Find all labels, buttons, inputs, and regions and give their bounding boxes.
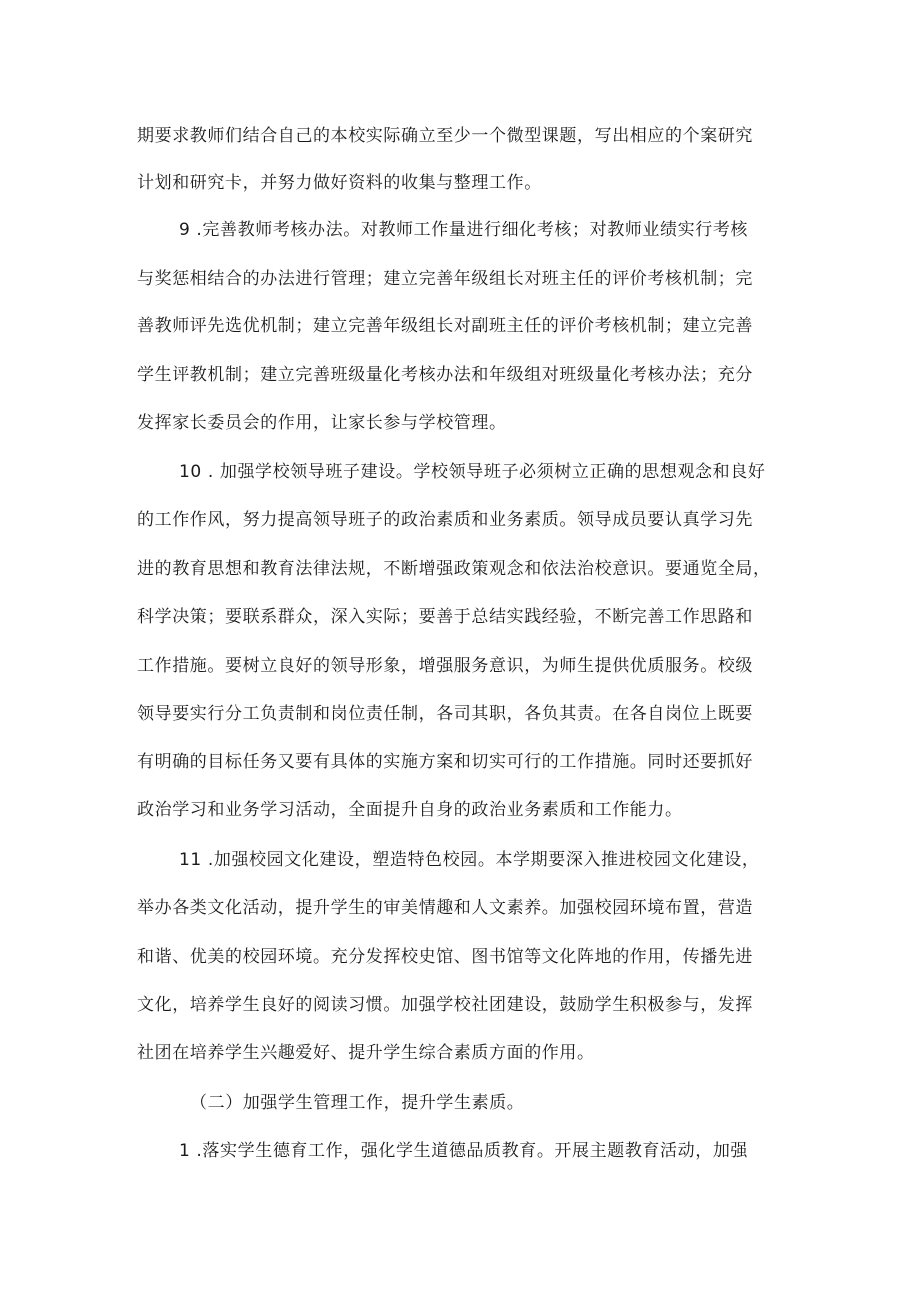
text-line: 社团在培养学生兴趣爱好、提升学生综合素质方面的作用。 [137,1043,595,1063]
text-line: 文化，培养学生良好的阅读习惯。加强学校社团建设，鼓励学生积极参与，发挥 [137,995,753,1015]
text-line: 学生评教机制；建立完善班级量化考核办法和年级组对班级量化考核办法；充分 [137,365,753,385]
text-line: 善教师评先选优机制；建立完善年级组长对副班主任的评价考核机制；建立完善 [137,316,753,336]
text-line: 进的教育思想和教育法律法规，不断增强政策观念和依法治校意识。要通览全局， [137,559,771,579]
text-line: 发挥家长委员会的作用，让家长参与学校管理。 [137,413,507,433]
text-line: 科学决策；要联系群众，深入实际；要善于总结实践经验，不断完善工作思路和 [137,607,753,627]
text-line: 期要求教师们结合自己的本校实际确立至少一个微型课题，写出相应的个案研究 [137,126,753,146]
text-line: 与奖惩相结合的办法进行管理；建立完善年级组长对班主任的评价考核机制；完 [137,269,753,289]
text-line: 领导要实行分工负责制和岗位责任制，各司其职，各负其责。在各自岗位上既要 [137,704,753,724]
text-line: 和谐、优美的校园环境。充分发挥校史馆、图书馆等文化阵地的作用，传播先进 [137,947,753,967]
text-line: 的工作作风，努力提高领导班子的政治素质和业务素质。领导成员要认真学习先 [137,510,753,530]
paragraph-10-heading-line: 10 . 加强学校领导班子建设。学校领导班子必须树立正确的思想观念和良好 [179,462,766,482]
text-line: 政治学习和业务学习活动，全面提升自身的政治业务素质和工作能力。 [137,800,683,820]
section-heading: （二）加强学生管理工作，提升学生素质。 [190,1093,525,1113]
text-line: 工作措施。要树立良好的领导形象，增强服务意识，为师生提供优质服务。校级 [137,656,753,676]
paragraph-1-heading-line: 1 .落实学生德育工作，强化学生道德品质教育。开展主题教育活动，加强 [179,1141,749,1161]
text-line: 举办各类文化活动，提升学生的审美情趣和人文素养。加强校园环境布置，营造 [137,898,753,918]
paragraph-11-heading-line: 11 .加强校园文化建设，塑造特色校园。本学期要深入推进校园文化建设， [179,850,760,870]
paragraph-9-heading-line: 9 .完善教师考核办法。对教师工作量进行细化考核；对教师业绩实行考核 [179,220,749,240]
text-line: 计划和研究卡，并努力做好资料的收集与整理工作。 [137,173,542,193]
text-line: 有明确的目标任务又要有具体的实施方案和切实可行的工作措施。同时还要抓好 [137,752,753,772]
